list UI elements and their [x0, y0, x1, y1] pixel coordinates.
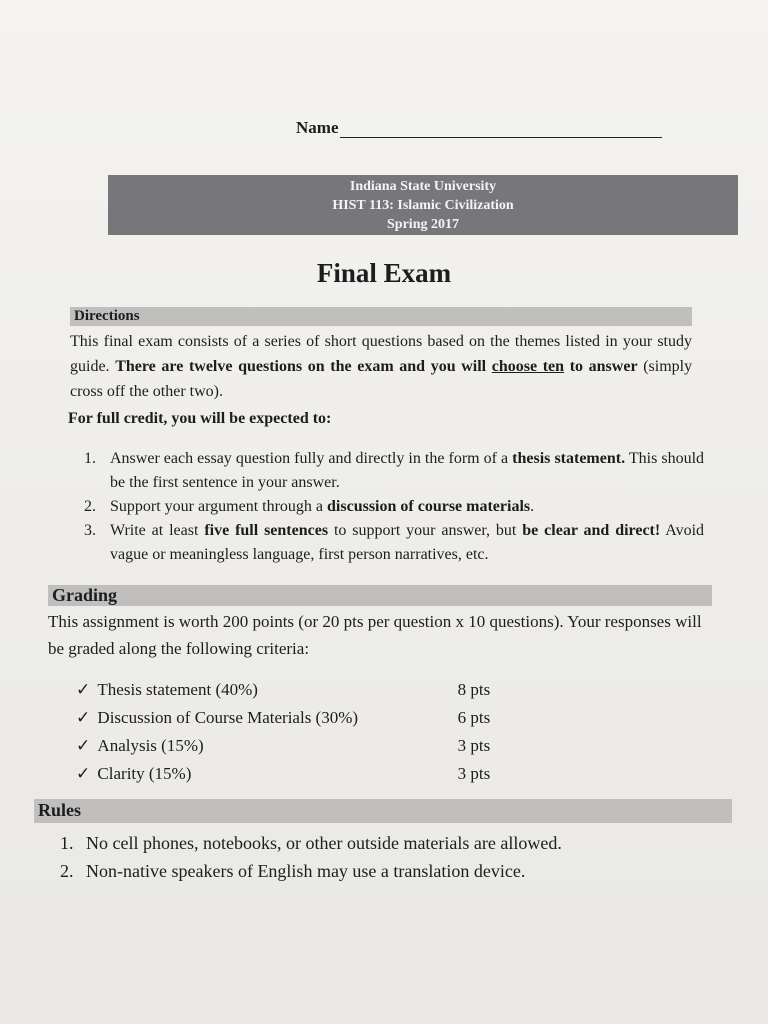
- requirements-list: [84, 447, 704, 567]
- credit-heading: For full credit, you will be expected to:: [68, 410, 332, 427]
- list-item: [84, 519, 704, 567]
- req-text: to support your answer, but: [333, 522, 517, 539]
- term: Spring 2017: [387, 217, 459, 232]
- grading-heading-bar: [48, 585, 712, 606]
- req-text: Support your argument through a: [110, 498, 324, 515]
- req-bold: thesis statement.: [512, 450, 626, 467]
- criteria-label: Clarity (15%): [97, 764, 192, 783]
- criteria-row: [76, 760, 516, 788]
- course-header: [108, 175, 738, 235]
- list-text: [110, 495, 704, 519]
- list-text: [110, 519, 704, 567]
- university-name: Indiana State University: [349, 179, 497, 194]
- req-bold: five full sentences: [204, 522, 329, 539]
- req-bold: be clear and direct!: [522, 522, 661, 539]
- course-title: HIST 113: Islamic Civilization: [332, 198, 514, 213]
- directions-choose-ten: choose ten: [491, 358, 565, 375]
- directions-to-answer: to answer: [569, 358, 638, 375]
- list-number: 2.: [60, 861, 74, 881]
- checkmark-icon: ✓: [76, 680, 91, 699]
- checkmark-icon: ✓: [76, 736, 91, 755]
- criteria-points: 3 pts: [457, 764, 491, 783]
- criteria-points: 3 pts: [457, 736, 491, 755]
- list-number: 3.: [84, 522, 96, 539]
- criteria-label: Analysis (15%): [97, 736, 204, 755]
- grading-paragraph: This assignment is worth 200 points (or 20 pts per question x 10 questions). Your responses will be graded along the following criteria:: [48, 612, 702, 658]
- directions-heading-bar: [70, 307, 692, 326]
- directions-heading: Directions: [74, 308, 140, 324]
- grading-criteria: [76, 676, 516, 788]
- req-text: .: [530, 498, 535, 515]
- grading-heading: Grading: [52, 585, 118, 605]
- criteria-label: Discussion of Course Materials (30%): [97, 708, 359, 727]
- criteria-label: Thesis statement (40%): [97, 680, 258, 699]
- directions-intro: This final exam consists of a series of short questions based on the themes listed in your study guide.: [70, 333, 692, 375]
- criteria-row: [76, 704, 516, 732]
- rules-list: [60, 829, 700, 885]
- req-bold: discussion of course materials: [327, 498, 531, 515]
- req-text: Write at least: [110, 522, 199, 539]
- rules-heading: Rules: [38, 800, 82, 820]
- directions-paragraph: [70, 329, 692, 404]
- criteria-row: [76, 676, 516, 704]
- list-number: 1.: [60, 833, 74, 853]
- criteria-points: 8 pts: [457, 680, 491, 699]
- req-text: This should be the first sentence in your answer.: [110, 450, 705, 491]
- name-blank-line: [340, 119, 662, 138]
- req-text: Avoid vague or meaningless language, first person narratives, etc.: [110, 522, 705, 563]
- list-text: [110, 447, 704, 495]
- page-title: Final Exam: [316, 258, 452, 288]
- list-number: 1.: [84, 450, 96, 467]
- checkmark-icon: ✓: [76, 764, 91, 783]
- list-number: 2.: [84, 498, 96, 515]
- rules-heading-bar: [34, 799, 732, 823]
- name-field: [296, 118, 662, 138]
- name-label: Name: [296, 118, 339, 137]
- criteria-row: [76, 732, 516, 760]
- directions-parenthetical: (simply cross off the other two).: [70, 358, 693, 400]
- list-item: [84, 447, 704, 495]
- rule-text: No cell phones, notebooks, or other outside materials are allowed.: [86, 833, 562, 853]
- list-item: [60, 829, 700, 857]
- list-item: [60, 857, 700, 885]
- directions-bold: There are twelve questions on the exam and you will: [115, 358, 487, 375]
- rule-text: Non-native speakers of English may use a translation device.: [86, 861, 526, 881]
- req-text: Answer each essay question fully and directly in the form of a: [110, 450, 509, 467]
- checkmark-icon: ✓: [76, 708, 91, 727]
- list-item: [84, 495, 704, 519]
- criteria-points: 6 pts: [457, 708, 491, 727]
